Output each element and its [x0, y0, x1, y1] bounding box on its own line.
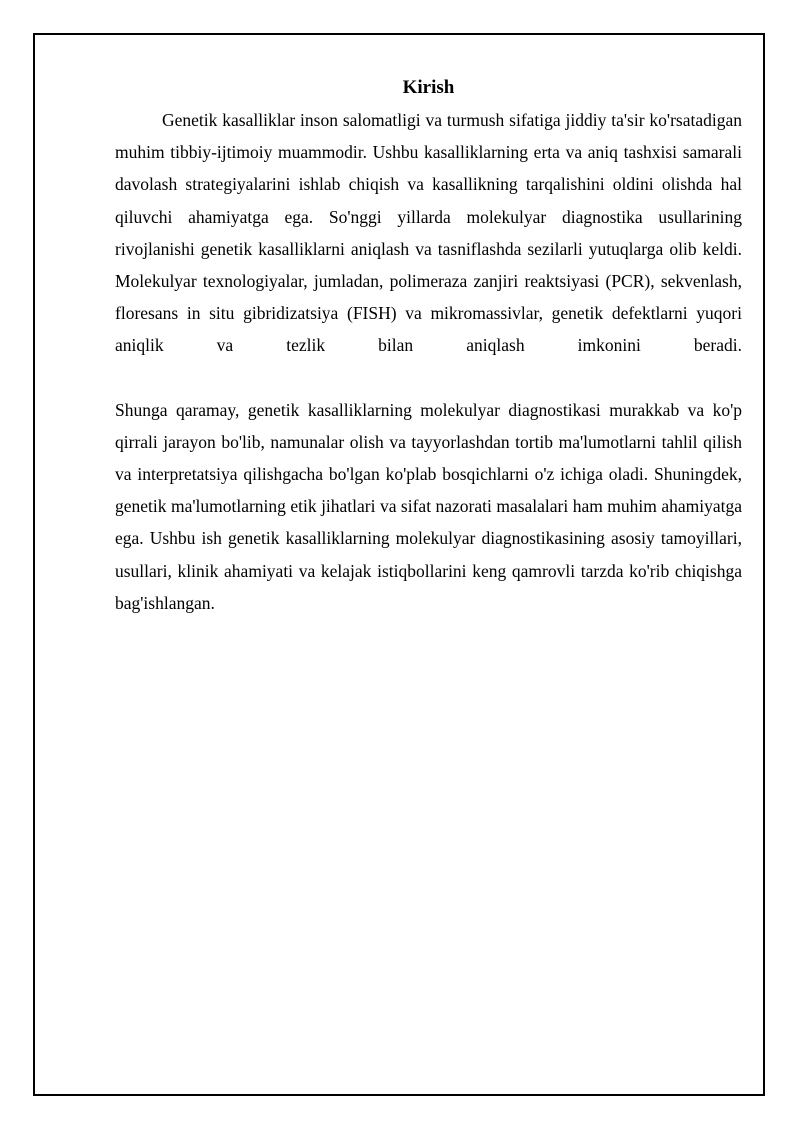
- document-body: [115, 72, 742, 619]
- paragraph-2: Shunga qaramay, genetik kasalliklarning molekulyar diagnostikasi murakkab va ko'p qirrali jarayon bo'lib, namunalar olish va tayyorlashdan tortib ma'lumotlarni tahlil qilish va interpretatsiya qilishgacha bo'lgan ko'plab bosqichlarni o'z ichiga oladi. Shuningdek, genetik ma'lumotlarning etik jihatlari va sifat nazorati masalalari ham muhim ahamiyatga ega. Ushbu ish genetik kasalliklarning molekulyar diagnostikasining asosiy tamoyillari, usullari, klinik ahamiyati va kelajak istiqbollarini keng qamrovli tarzda ko'rib chiqishga bag'ishlangan.: [115, 399, 742, 613]
- paragraph-1: Genetik kasalliklar inson salomatligi va turmush sifatiga jiddiy ta'sir ko'rsatadigan muhim tibbiy-ijtimoiy muammodir. Ushbu kasalliklarning erta va aniq tashxisi samarali davolash strategiyalarini ishlab chiqish va kasallikning tarqalishini oldini olishda hal qiluvchi ahamiyatga ega. So'nggi yillarda molekulyar diagnostika usullarining rivojlanishi genetik kasalliklarni aniqlash va tasniflashda sezilarli yutuqlarga olib keldi. Molekulyar texnologiyalar, jumladan, polimeraza zanjiri reaktsiyasi (PCR), sekvenlash, floresans in situ gibridizatsiya (FISH) va mikromassivlar, genetik defektlarni yuqori aniqlik va tezlik bilan aniqlash imkonini beradi.: [115, 110, 742, 356]
- paragraph-gap: [115, 362, 742, 394]
- section-title: Kirish: [402, 77, 455, 98]
